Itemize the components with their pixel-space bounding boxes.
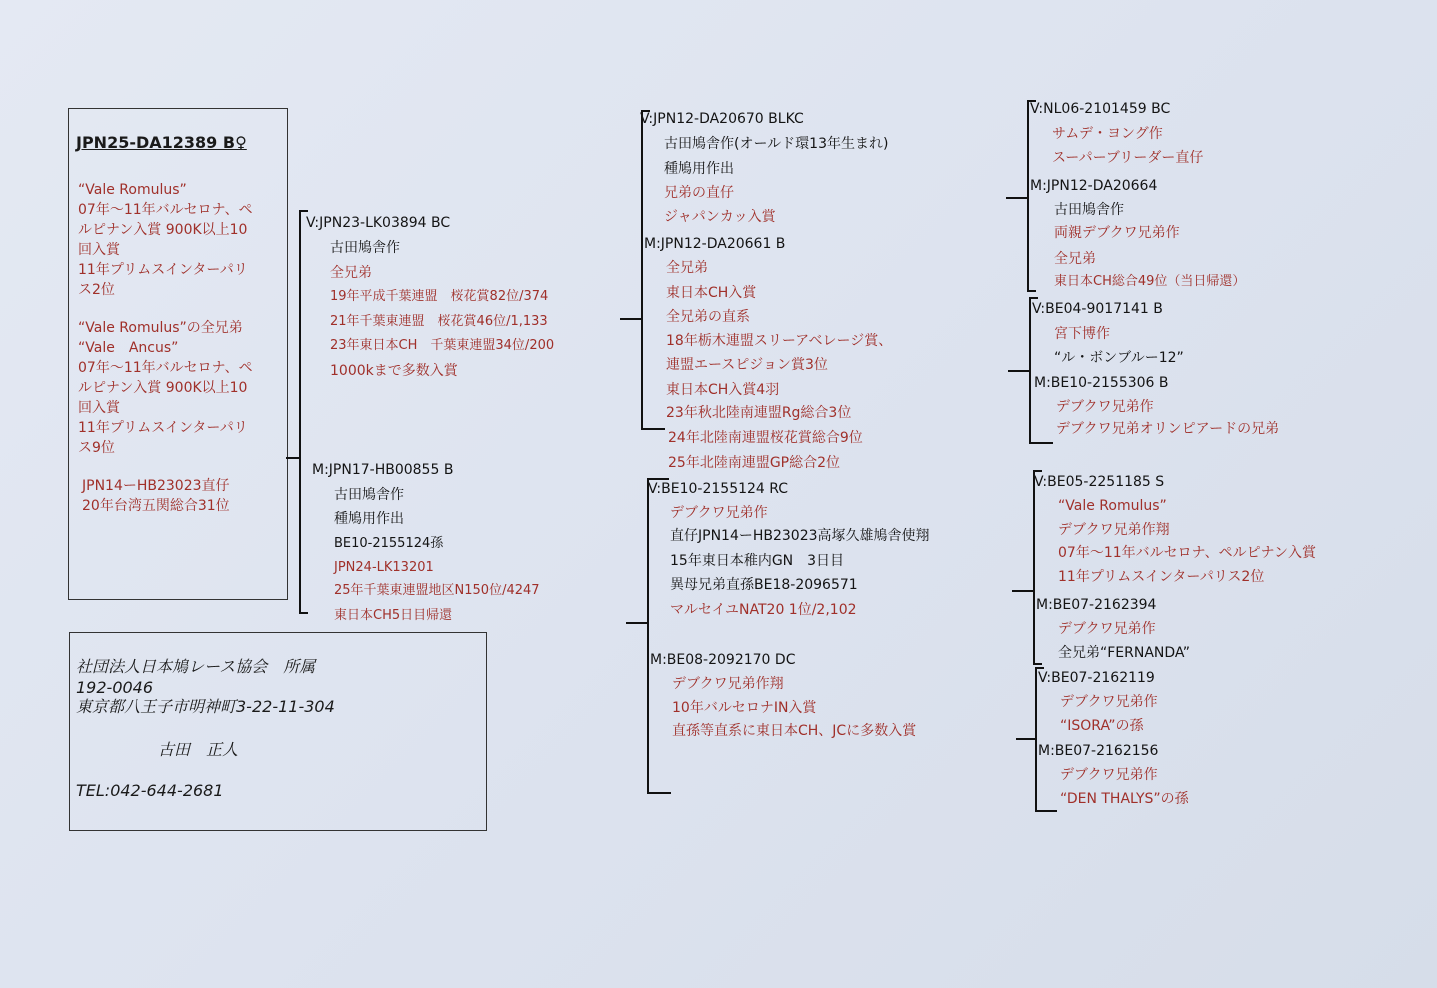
ssd-line: 全兄弟 [1054, 251, 1096, 267]
bracket-g3-sd-bottom [1029, 442, 1053, 444]
bracket-g1-bottom [299, 612, 308, 614]
sd-line: 全兄弟 [666, 260, 708, 276]
ssd-line: 東日本CH総合49位（当日帰還） [1054, 274, 1246, 289]
owner-postal: 192-0046 [76, 678, 154, 697]
dsd-line: デブクワ兄弟作 [1058, 621, 1156, 637]
dds-line: デブクワ兄弟作 [1060, 694, 1158, 710]
ss-line: 古田鳩舎作(オールド環13年生まれ) [664, 136, 889, 152]
bracket-g3-sd [1029, 297, 1031, 444]
connector-g2-sd [1008, 370, 1030, 372]
sd-line: 24年北陸南連盟桜花賞総合9位 [668, 430, 863, 446]
sd-line: 東日本CH入賞 [666, 285, 757, 301]
ssd-line: 古田鳩舎作 [1054, 202, 1124, 218]
ds-line: 異母兄弟直孫BE18-2096571 [670, 577, 858, 593]
bracket-g3-dd [1035, 667, 1037, 812]
dam-line: 東日本CH5日目帰還 [334, 608, 453, 623]
ddd-line: デブクワ兄弟作 [1060, 767, 1158, 783]
ssd-ring: M:JPN12-DA20664 [1030, 178, 1158, 194]
dd-line: 10年バルセロナIN入賞 [672, 700, 817, 716]
subject-ring: JPN25-DA12389 B♀ [76, 133, 247, 152]
ds-line: マルセイユNAT20 1位/2,102 [670, 602, 857, 618]
dam-line: 古田鳩舎作 [334, 487, 404, 503]
sire-line: 23年東日本CH 千葉東連盟34位/200 [330, 338, 555, 353]
dd-line: デブクワ兄弟作翔 [672, 676, 784, 692]
sss-line: スーパーブリーダー直仔 [1052, 150, 1204, 166]
dds-ring: V:BE07-2162119 [1038, 670, 1155, 686]
ssd-line: 両親デブクワ兄弟作 [1054, 225, 1180, 241]
dsd-ring: M:BE07-2162394 [1036, 597, 1157, 613]
ss-ring: V:JPN12-DA20670 BLKC [640, 111, 804, 127]
bracket-g3-ss [1027, 100, 1029, 292]
sire-line: 全兄弟 [330, 265, 372, 281]
bracket-g2-sire-bottom [641, 428, 665, 430]
bracket-g2-dam [647, 478, 649, 794]
bracket-g3-sd-top [1029, 297, 1038, 299]
sire-line: 1000kまで多数入賞 [330, 363, 458, 379]
sd-line: 25年北陸南連盟GP総合2位 [668, 455, 841, 471]
ss-line: 種鳩用作出 [664, 161, 734, 177]
sss-line: サムデ・ヨング作 [1052, 126, 1163, 142]
dss-line: 11年プリムスインターパリス2位 [1058, 569, 1265, 585]
bracket-g2-dam-bottom [647, 792, 671, 794]
bracket-g1 [299, 210, 301, 614]
sd-line: 連盟エースピジョン賞3位 [666, 357, 828, 373]
sdd-line: デブクワ兄弟オリンピアードの兄弟 [1056, 421, 1280, 437]
dss-ring: V:BE05-2251185 S [1034, 474, 1165, 490]
sd-line: 全兄弟の直系 [666, 309, 750, 325]
dam-line: JPN24-LK13201 [334, 560, 434, 575]
sire-line: 21年千葉東連盟 桜花賞46位/1,133 [330, 314, 548, 329]
subject-notes-1: “Vale Romulus” 07年～11年バルセロナ、ペ ルピナン入賞 900K以上10 回入賞 11年プリムスインターパリ ス2位 [78, 182, 253, 298]
dam-ring: M:JPN17-HB00855 B [312, 462, 454, 478]
connector-g1-sire [620, 318, 642, 320]
connector-g0 [286, 457, 300, 459]
ds-line: 15年東日本稚内GN 3日目 [670, 553, 845, 569]
connector-g2-ds [1012, 590, 1034, 592]
dss-line: 07年～11年バルセロナ、ペルピナン入賞 [1058, 545, 1316, 561]
dam-line: 種鳩用作出 [334, 511, 404, 527]
sdd-line: デブクワ兄弟作 [1056, 399, 1154, 415]
sds-line: “ル・ボンブルー12” [1054, 350, 1184, 366]
dd-line: 直孫等直系に東日本CH、JCに多数入賞 [672, 723, 917, 739]
owner-association: 社団法人日本鳩レース協会 所属 [76, 657, 316, 676]
owner-tel: TEL:042-644-2681 [76, 781, 224, 800]
sd-line: 18年栃木連盟スリーアベレージ賞、 [666, 333, 893, 349]
sd-ring: M:JPN12-DA20661 B [644, 236, 786, 252]
connector-g2-ss [1006, 197, 1028, 199]
dd-ring: M:BE08-2092170 DC [650, 652, 796, 668]
subject-notes-2: “Vale Romulus”の全兄弟 “Vale Ancus” 07年～11年バルセロナ、ペ ルピナン入賞 900K以上10 回入賞 11年プリムスインターパリ ス9位 [78, 320, 253, 456]
sds-line: 宮下博作 [1054, 326, 1110, 342]
ds-line: 直仔JPN14ーHB23023高塚久雄鳩舎使翔 [670, 528, 930, 544]
bracket-g1-top [299, 210, 308, 212]
ds-line: デブクワ兄弟作 [670, 505, 768, 521]
sd-line: 23年秋北陸南連盟Rg総合3位 [666, 405, 852, 421]
sire-line: 古田鳩舎作 [330, 240, 400, 256]
sire-line: 19年平成千葉連盟 桜花賞82位/374 [330, 289, 549, 304]
bracket-g3-ss-bottom [1027, 290, 1036, 292]
ss-line: 兄弟の直仔 [664, 185, 734, 201]
dss-line: “Vale Romulus” [1058, 498, 1167, 514]
dds-line: “ISORA”の孫 [1060, 718, 1144, 734]
connector-g2-dd [1016, 738, 1036, 740]
owner-name: 古田 正人 [158, 740, 239, 759]
sire-ring: V:JPN23-LK03894 BC [306, 215, 451, 231]
bracket-g3-ds [1033, 470, 1035, 665]
bracket-g2-sire [641, 110, 643, 430]
owner-address: 東京都八王子市明神町3-22-11-304 [76, 697, 335, 716]
connector-g1-dam [626, 622, 648, 624]
dam-line: 25年千葉東連盟地区N150位/4247 [334, 583, 540, 598]
sdd-ring: M:BE10-2155306 B [1034, 375, 1169, 391]
sss-ring: V:NL06-2101459 BC [1030, 101, 1171, 117]
dam-line: BE10-2155124孫 [334, 536, 444, 551]
ss-line: ジャパンカッ入賞 [664, 209, 776, 225]
subject-notes-3: JPN14ーHB23023直仔 20年台湾五関総合31位 [82, 478, 230, 514]
ddd-ring: M:BE07-2162156 [1038, 743, 1159, 759]
dss-line: デブクワ兄弟作翔 [1058, 522, 1170, 538]
ds-ring: V:BE10-2155124 RC [648, 481, 789, 497]
bracket-g3-dd-bottom [1035, 810, 1057, 812]
bracket-g3-ds-bottom [1033, 663, 1042, 665]
sd-line: 東日本CH入賞4羽 [666, 382, 780, 398]
bracket-g3-ds-top [1033, 470, 1042, 472]
sds-ring: V:BE04-9017141 B [1032, 301, 1163, 317]
dsd-line: 全兄弟“FERNANDA” [1058, 645, 1191, 661]
ddd-line: “DEN THALYS”の孫 [1060, 791, 1189, 807]
